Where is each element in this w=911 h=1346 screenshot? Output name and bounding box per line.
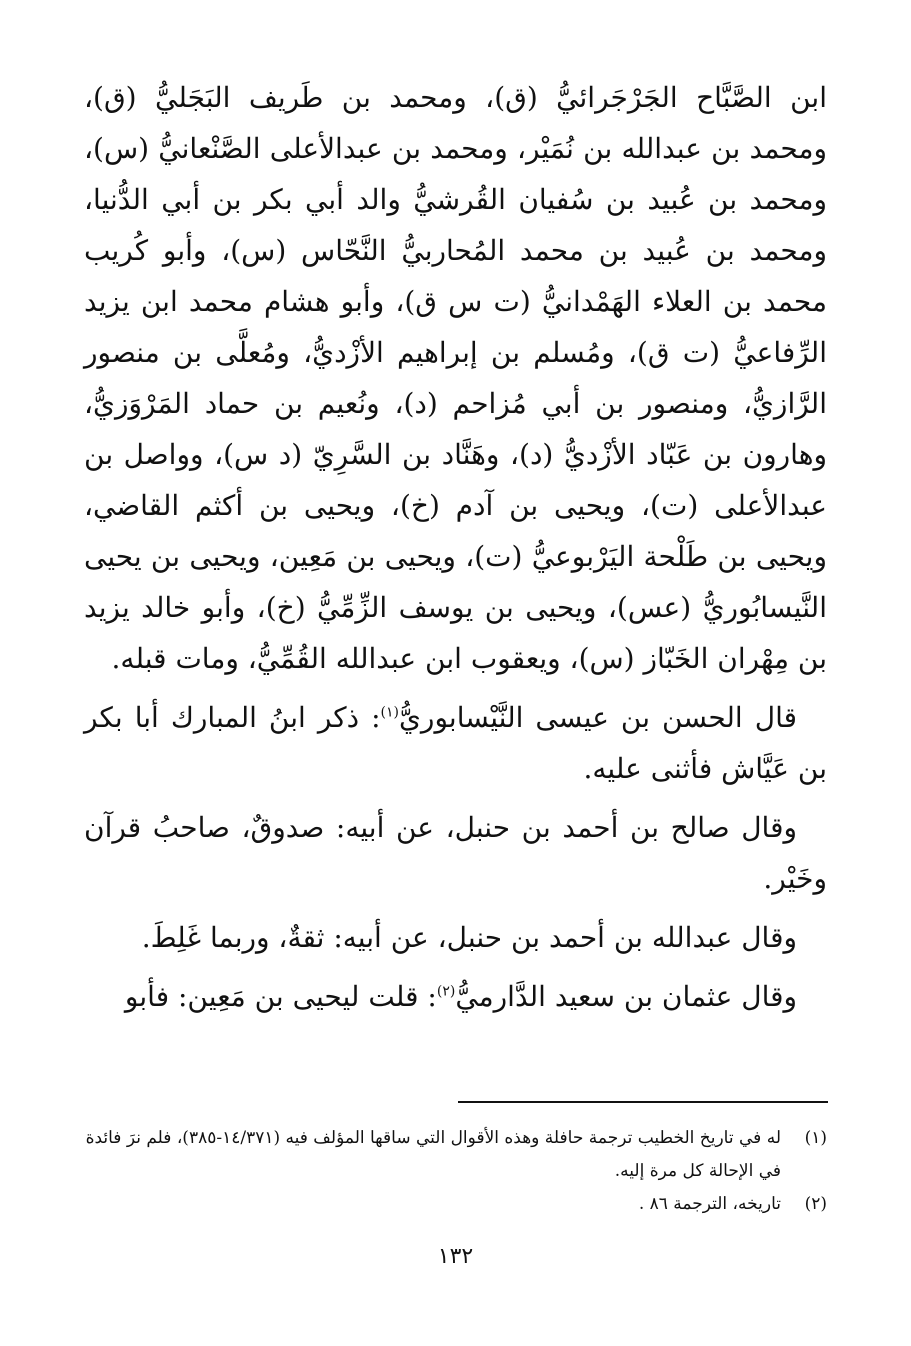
footnote-number: (١)	[804, 1128, 827, 1148]
paragraph-salih-quote: وقال صالح بن أحمد بن حنبل، عن أبيه: صدوقٌ، صاحبُ قرآن وخَيْر.	[84, 811, 827, 895]
quote-intro: قال الحسن بن عيسى النَّيْسابوريُّ	[399, 701, 797, 734]
quote-body: : قلت ليحيى بن مَعِين: فأبو	[124, 980, 437, 1013]
footnote-1	[84, 1122, 827, 1188]
quote-body: : ذكر ابنُ المبارك أبا بكر بن عَيَّاش فأثنى عليه.	[84, 701, 827, 785]
footnote-text: تاريخه، الترجمة ٨٦ .	[638, 1194, 781, 1214]
quote-intro: وقال عثمان بن سعيد الدَّارميُّ	[455, 980, 797, 1013]
paragraph-narrators: ابن الصَّبَّاح الجَرْجَرائيُّ (ق)، ومحمد بن طَريف البَجَليُّ (ق)، ومحمد بن عبدالله بن نُمَيْر، ومحمد بن عبدالأعلى الصَّنْعانيُّ (س)، ومحمد بن عُبيد بن سُفيان القُرشيُّ والد أبي بكر بن أبي الدُّنيا، ومحمد بن عُبيد بن محمد المُحاربيُّ النَّحّاس (س)، وأبو كُريب محمد بن العلاء الهَمْدانيُّ (ت س ق)، وأبو هشام محمد ابن يزيد الرِّفاعيُّ (ت ق)، ومُسلم بن إبراهيم الأزْديُّ، ومُعلَّى بن منصور الرَّازيُّ، ومنصور بن أبي مُزاحم (د)، ونُعيم بن حماد المَرْوَزيُّ، وهارون بن عَبّاد الأزْديُّ (د)، وهَنَّاد بن السَّرِيّ (د س)، وواصل بن عبدالأعلى (ت)، ويحيى بن آدم (خ)، ويحيى بن أكثم القاضي، ويحيى بن طَلْحة اليَرْبوعيُّ (ت)، ويحيى بن مَعِين، ويحيى بن يحيى النَّيسابُوريُّ (عس)، ويحيى بن يوسف الزِّمِّيُّ (خ)، وأبو خالد يزيد بن مِهْران الخَبّاز (س)، ويعقوب ابن عبدالله القُمِّيُّ، ومات قبله.	[84, 81, 827, 675]
main-text	[84, 72, 827, 1022]
paragraph-abdullah-quote: وقال عبدالله بن أحمد بن حنبل، عن أبيه: ثقةٌ، وربما غَلِطَ.	[141, 921, 797, 954]
footnotes	[84, 1122, 827, 1221]
page-number: ١٣٢	[437, 1244, 474, 1269]
footnote-ref-2: (٢)	[436, 983, 456, 1000]
footnote-number: (٢)	[804, 1194, 827, 1214]
paragraph-hasan-quote	[84, 692, 827, 794]
paragraph-uthman-quote	[84, 971, 827, 1022]
footnote-2	[84, 1188, 827, 1221]
footnote-text: له في تاريخ الخطيب ترجمة حافلة وهذه الأقوال التي ساقها المؤلف فيه (١٤/٣٧١-٣٨٥)، فلم نرَ فائدة في الإحالة كل مرة إليه.	[85, 1128, 781, 1181]
footnote-ref-1: (١)	[380, 704, 399, 721]
footnote-separator	[458, 1101, 828, 1103]
